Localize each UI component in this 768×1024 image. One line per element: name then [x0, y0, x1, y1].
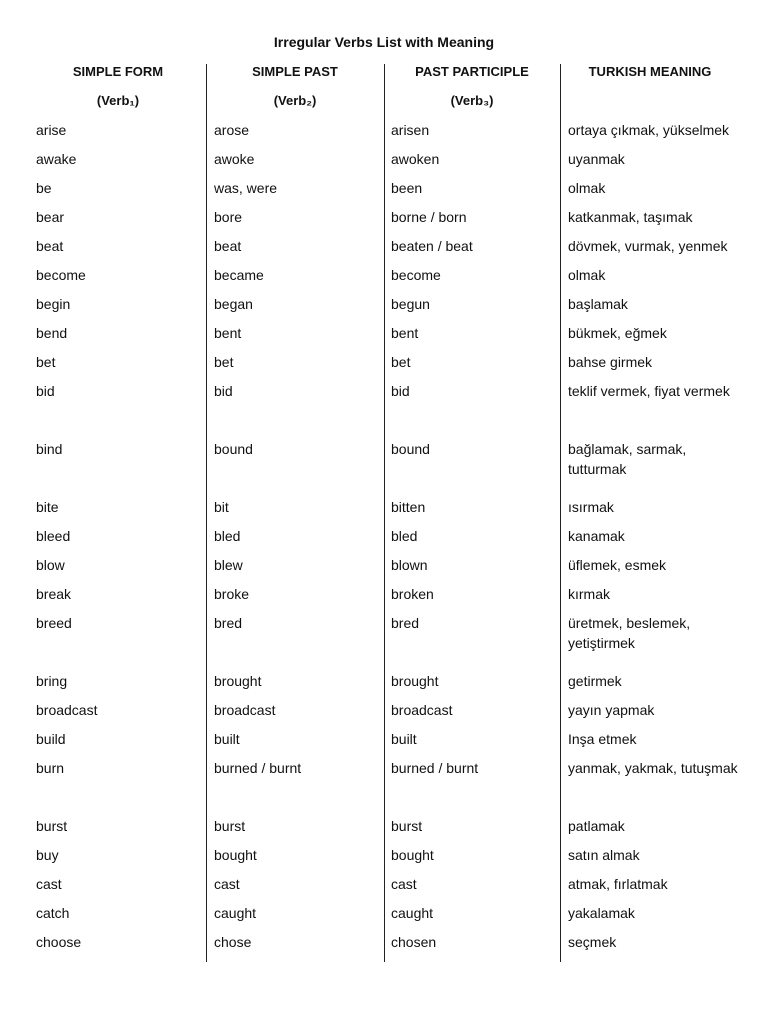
- cell-turkish-meaning: satın almak: [568, 847, 640, 863]
- cell-past-participle: broken: [391, 586, 434, 602]
- cell-simple-form: be: [36, 180, 52, 196]
- cell-simple-form: buy: [36, 847, 59, 863]
- cell-past-participle: bent: [391, 325, 419, 341]
- cell-past-participle: bled: [391, 528, 418, 544]
- cell-turkish-meaning: Inşa etmek: [568, 731, 637, 747]
- cell-simple-past: chose: [214, 934, 252, 950]
- cell-simple-form: bite: [36, 499, 59, 515]
- cell-past-participle: borne / born: [391, 209, 467, 225]
- cell-simple-form: bring: [36, 673, 68, 689]
- cell-past-participle: bound: [391, 441, 430, 457]
- cell-past-participle: been: [391, 180, 423, 196]
- cell-turkish-meaning: yakalamak: [568, 905, 635, 921]
- cell-past-participle: broadcast: [391, 702, 453, 718]
- cell-simple-form: bleed: [36, 528, 71, 544]
- header-sublabel: (Verb₂): [273, 93, 317, 108]
- cell-turkish-meaning: olmak: [568, 180, 606, 196]
- cell-simple-form: awake: [36, 151, 77, 167]
- cell-past-participle: awoken: [391, 151, 440, 167]
- cell-simple-form: bid: [36, 383, 55, 399]
- cell-simple-past: was, were: [214, 180, 278, 196]
- cell-turkish-meaning: ortaya çıkmak, yükselmek: [568, 122, 730, 138]
- cell-simple-past: built: [214, 731, 240, 747]
- cell-turkish-meaning: getirmek: [568, 673, 622, 689]
- cell-simple-past: bet: [214, 354, 234, 370]
- header-sublabel: (Verb₁): [96, 93, 140, 108]
- cell-past-participle: bitten: [391, 499, 426, 515]
- cell-simple-form: blow: [36, 557, 65, 573]
- cell-simple-form: choose: [36, 934, 82, 950]
- cell-turkish-meaning: üretmek, beslemek, yetiştirmek: [568, 615, 691, 651]
- cell-past-participle: arisen: [391, 122, 430, 138]
- cell-past-participle: cast: [391, 876, 417, 892]
- cell-turkish-meaning: başlamak: [568, 296, 628, 312]
- cell-past-participle: caught: [391, 905, 434, 921]
- column-divider: [384, 64, 385, 962]
- cell-simple-past: began: [214, 296, 253, 312]
- cell-simple-past: cast: [214, 876, 240, 892]
- cell-simple-form: catch: [36, 905, 70, 921]
- cell-simple-past: became: [214, 267, 264, 283]
- document-title: Irregular Verbs List with Meaning: [273, 34, 495, 50]
- cell-simple-past: awoke: [214, 151, 255, 167]
- header-label: SIMPLE PAST: [252, 64, 338, 79]
- cell-simple-form: beat: [36, 238, 64, 254]
- cell-turkish-meaning: patlamak: [568, 818, 625, 834]
- cell-past-participle: burst: [391, 818, 423, 834]
- cell-turkish-meaning: üflemek, esmek: [568, 557, 667, 573]
- cell-turkish-meaning: teklif vermek, fiyat vermek: [568, 383, 730, 399]
- cell-simple-past: bit: [214, 499, 229, 515]
- cell-simple-form: build: [36, 731, 66, 747]
- cell-past-participle: beaten / beat: [391, 238, 473, 254]
- cell-turkish-meaning: dövmek, vurmak, yenmek: [568, 238, 728, 254]
- cell-simple-form: bend: [36, 325, 68, 341]
- cell-past-participle: burned / burnt: [391, 760, 479, 776]
- cell-past-participle: brought: [391, 673, 439, 689]
- cell-turkish-meaning: ısırmak: [568, 499, 614, 515]
- cell-simple-form: burst: [36, 818, 68, 834]
- cell-turkish-meaning: katkanmak, taşımak: [568, 209, 693, 225]
- cell-simple-form: burn: [36, 760, 65, 776]
- cell-simple-form: become: [36, 267, 86, 283]
- cell-simple-past: blew: [214, 557, 243, 573]
- cell-simple-past: bid: [214, 383, 233, 399]
- cell-simple-past: bound: [214, 441, 253, 457]
- cell-simple-form: cast: [36, 876, 62, 892]
- cell-simple-past: beat: [214, 238, 242, 254]
- cell-past-participle: chosen: [391, 934, 437, 950]
- cell-turkish-meaning: olmak: [568, 267, 606, 283]
- header-sublabel: (Verb₃): [450, 93, 494, 108]
- cell-simple-past: broke: [214, 586, 250, 602]
- header-label: TURKISH MEANING: [588, 64, 712, 79]
- cell-turkish-meaning: atmak, fırlatmak: [568, 876, 668, 892]
- cell-simple-past: bent: [214, 325, 242, 341]
- cell-simple-past: arose: [214, 122, 250, 138]
- cell-turkish-meaning: bükmek, eğmek: [568, 325, 667, 341]
- cell-simple-form: bet: [36, 354, 56, 370]
- cell-simple-form: bind: [36, 441, 63, 457]
- cell-simple-past: burned / burnt: [214, 760, 302, 776]
- cell-turkish-meaning: kırmak: [568, 586, 610, 602]
- cell-simple-past: caught: [214, 905, 257, 921]
- cell-turkish-meaning: uyanmak: [568, 151, 625, 167]
- cell-turkish-meaning: bahse girmek: [568, 354, 653, 370]
- cell-simple-past: bred: [214, 615, 243, 631]
- cell-turkish-meaning: bağlamak, sarmak, tutturmak: [568, 441, 687, 477]
- cell-past-participle: bid: [391, 383, 410, 399]
- cell-past-participle: built: [391, 731, 417, 747]
- column-divider: [206, 64, 207, 962]
- cell-simple-past: brought: [214, 673, 262, 689]
- cell-simple-past: bled: [214, 528, 241, 544]
- cell-simple-past: burst: [214, 818, 246, 834]
- cell-past-participle: blown: [391, 557, 428, 573]
- header-label: PAST PARTICIPLE: [415, 64, 529, 79]
- cell-simple-form: arise: [36, 122, 67, 138]
- cell-past-participle: bet: [391, 354, 411, 370]
- cell-simple-form: breed: [36, 615, 72, 631]
- cell-past-participle: become: [391, 267, 441, 283]
- cell-turkish-meaning: kanamak: [568, 528, 625, 544]
- cell-turkish-meaning: yayın yapmak: [568, 702, 655, 718]
- cell-simple-form: bear: [36, 209, 65, 225]
- cell-past-participle: bred: [391, 615, 420, 631]
- cell-simple-form: broadcast: [36, 702, 98, 718]
- cell-simple-past: broadcast: [214, 702, 276, 718]
- cell-simple-past: bought: [214, 847, 257, 863]
- cell-past-participle: bought: [391, 847, 434, 863]
- cell-past-participle: begun: [391, 296, 430, 312]
- column-divider: [560, 64, 561, 962]
- cell-simple-form: break: [36, 586, 72, 602]
- cell-simple-past: bore: [214, 209, 243, 225]
- cell-simple-form: begin: [36, 296, 71, 312]
- cell-turkish-meaning: yanmak, yakmak, tutuşmak: [568, 760, 738, 776]
- cell-turkish-meaning: seçmek: [568, 934, 617, 950]
- header-label: SIMPLE FORM: [72, 64, 164, 79]
